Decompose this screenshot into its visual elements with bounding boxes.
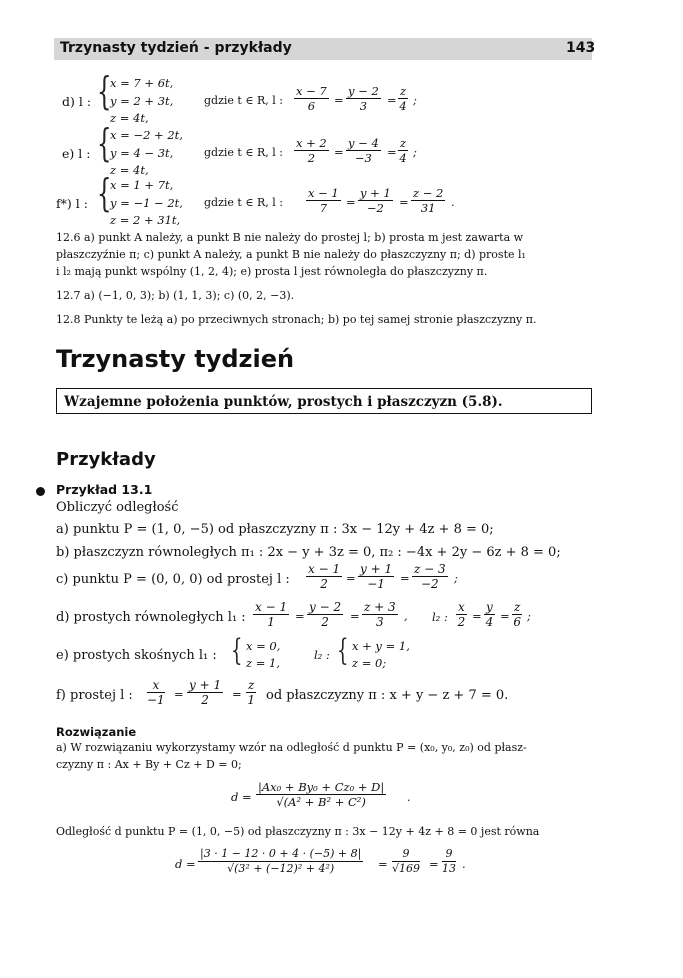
answer-f-label: f*) l : xyxy=(56,196,88,211)
calc-fraction-1: $\frac{|3 \cdot 1 - 12 \cdot 0 + 4 \cdot (-5) + 8|}{\text{√(3² + (−12)² + 4²)}}$ xyxy=(200,847,362,875)
solution-line-1: a) W rozwiązaniu wykorzystamy wzór na odległość d punktu P = (x₀, y₀, z₀) od płasz- xyxy=(56,741,527,754)
equals-sign: = xyxy=(472,609,482,623)
equals-sign: = xyxy=(174,687,184,701)
equals-sign: = xyxy=(500,609,510,623)
answer-d-y: y = 2 + 3t, xyxy=(110,94,174,108)
answer-f-frac-2: $\frac{y + 1}{-2}$ xyxy=(360,186,391,215)
answer-f-mid: gdzie t ∈ R, l : xyxy=(204,196,283,209)
calc-eq-1: = xyxy=(378,857,388,871)
equals-sign: = xyxy=(346,571,356,585)
answer-d-label: d) l : xyxy=(62,94,92,109)
task-d-l2: l₂ : xyxy=(432,610,448,624)
solution-line-2: czyzny π : Ax + By + Cz + D = 0; xyxy=(56,758,242,771)
answer-d-x: x = 7 + 6t, xyxy=(110,76,174,90)
task-c-frac-3: $\frac{z - 3}{-2}$ xyxy=(414,562,446,591)
task-e-prefix: e) prostych skośnych l₁ : xyxy=(56,648,217,663)
answer-f-x: x = 1 + 7t, xyxy=(110,178,174,192)
equals-sign: = xyxy=(334,145,344,159)
task-c-frac-1: $\frac{x - 1}{2}$ xyxy=(308,562,341,591)
answer-d-brace: { xyxy=(97,69,112,113)
example-intro: Obliczyć odległość xyxy=(56,500,179,515)
answer-f-brace: { xyxy=(97,171,112,215)
task-f-frac-2: $\frac{y + 1}{2}$ xyxy=(189,678,222,707)
answer-e-x: x = −2 + 2t, xyxy=(110,128,183,142)
bullet-icon xyxy=(36,487,45,496)
answer-12-6-line-1: 12.6 a) punkt A należy, a punkt B nie należy do prostej l; b) prosta m jest zawarta w xyxy=(56,231,524,244)
answer-e-frac-2: $\frac{y - 4}{-3}$ xyxy=(348,136,379,165)
task-f-prefix: f) prostej l : xyxy=(56,688,133,703)
equals-sign: = xyxy=(350,609,360,623)
answer-e-frac-3: $\frac{z}{4}$ xyxy=(399,136,407,165)
topic-text: Wzajemne położenia punktów, prostych i płaszczyzn (5.8). xyxy=(64,394,503,410)
task-e-l1-line-2: z = 1, xyxy=(246,656,280,670)
answer-d-mid: gdzie t ∈ R, l : xyxy=(204,94,283,107)
task-d-frac-6: $\frac{z}{6}$ xyxy=(513,600,521,629)
calc-eq-2: = xyxy=(429,857,439,871)
formula-distance: $\frac{\text{|Ax₀ + By₀ + Cz₀ + D|}}{\text{√(A² + B² + C²)}}$ xyxy=(258,780,385,809)
answer-d-frac-3: $\frac{z}{4}$ xyxy=(399,84,407,113)
answer-f-z: z = 2 + 31t, xyxy=(110,213,181,227)
answer-12-6-line-3: i l₂ mają punkt wspólny (1, 2, 4); e) prosta l jest równoległa do płaszczyzny π. xyxy=(56,265,488,278)
answer-12-7: 12.7 a) (−1, 0, 3); b) (1, 1, 3); c) (0, 2, −3). xyxy=(56,289,295,302)
punctuation: ; xyxy=(413,93,417,107)
punctuation: ; xyxy=(413,145,417,159)
task-e-l2-line-1: x + y = 1, xyxy=(352,639,410,653)
punctuation: . xyxy=(407,790,411,804)
punctuation: , xyxy=(404,609,408,623)
answer-e-y: y = 4 − 3t, xyxy=(110,146,174,160)
equals-sign: = xyxy=(399,195,409,209)
equals-sign: = xyxy=(232,687,242,701)
answer-f-frac-1: $\frac{x - 1}{7}$ xyxy=(308,186,339,215)
answer-f-y: y = −1 − 2t, xyxy=(110,196,183,210)
equals-sign: = xyxy=(387,145,397,159)
task-c-prefix: c) punktu P = (0, 0, 0) od prostej l : xyxy=(56,572,290,587)
answer-f-frac-3: $\frac{z - 2}{31}$ xyxy=(413,186,444,215)
page-number: 143 xyxy=(566,40,596,56)
solution-heading: Rozwiązanie xyxy=(56,725,137,739)
punctuation: ; xyxy=(527,609,531,623)
equals-sign: = xyxy=(346,195,356,209)
calc-fraction-3: $\frac{9}{13}$ xyxy=(442,847,456,875)
task-b: b) płaszczyzn równoległych π₁ : 2x − y + 3z = 0, π₂ : −4x + 2y − 6z + 8 = 0; xyxy=(56,545,561,560)
equals-sign: = xyxy=(400,571,410,585)
punctuation: ; xyxy=(454,571,458,585)
task-d-prefix: d) prostych równoległych l₁ : xyxy=(56,610,246,625)
answer-d-frac-1: $\frac{x - 7}{6}$ xyxy=(296,84,327,113)
task-e-l1-line-1: x = 0, xyxy=(246,639,281,653)
task-e-l2: l₂ : xyxy=(314,648,330,662)
section-title: Przykłady xyxy=(56,449,156,470)
task-c-frac-2: $\frac{y + 1}{-1}$ xyxy=(360,562,393,591)
task-d-frac-2: $\frac{y - 2}{2}$ xyxy=(309,600,342,629)
answer-d-z: z = 4t, xyxy=(110,111,149,125)
task-a: a) punktu P = (1, 0, −5) od płaszczyzny π : 3x − 12y + 4z + 8 = 0; xyxy=(56,522,494,537)
task-d-frac-1: $\frac{x - 1}{1}$ xyxy=(255,600,288,629)
task-f-frac-1: $\frac{x}{-1}$ xyxy=(147,678,165,707)
formula-d: d = xyxy=(231,790,252,804)
equals-sign: = xyxy=(334,93,344,107)
running-header-title: Trzynasty tydzień - przykłady xyxy=(60,40,292,56)
answer-d-frac-2: $\frac{y - 2}{3}$ xyxy=(348,84,379,113)
answer-12-8: 12.8 Punkty te leżą a) po przeciwnych stronach; b) po tej samej stronie płaszczyzny π. xyxy=(56,313,537,326)
punctuation: . xyxy=(451,195,455,209)
task-d-frac-3: $\frac{z + 3}{3}$ xyxy=(364,600,396,629)
answer-e-z: z = 4t, xyxy=(110,163,149,177)
answer-e-label: e) l : xyxy=(62,146,91,161)
answer-e-frac-1: $\frac{x + 2}{2}$ xyxy=(296,136,327,165)
task-e-brace-1: { xyxy=(231,633,243,668)
task-f-suffix: od płaszczyzny π : x + y − z + 7 = 0. xyxy=(266,688,509,703)
task-f-frac-3: $\frac{z}{1}$ xyxy=(247,678,255,707)
task-e-brace-2: { xyxy=(337,633,349,668)
answer-e-mid: gdzie t ∈ R, l : xyxy=(204,146,283,159)
equals-sign: = xyxy=(295,609,305,623)
solution-line-3: Odległość d punktu P = (1, 0, −5) od płaszczyzny π : 3x − 12y + 4z + 8 = 0 jest równa xyxy=(56,825,540,838)
task-d-frac-4: $\frac{x}{2}$ xyxy=(457,600,466,629)
example-title: Przykład 13.1 xyxy=(56,482,153,497)
equals-sign: = xyxy=(387,93,397,107)
calc-d: d = xyxy=(175,857,196,871)
answer-e-brace: { xyxy=(97,121,112,165)
punctuation: . xyxy=(462,857,466,871)
task-d-frac-5: $\frac{y}{4}$ xyxy=(485,600,494,629)
task-e-l2-line-2: z = 0; xyxy=(352,656,387,670)
calc-fraction-2: $\frac{9}{√169}$ xyxy=(392,847,421,875)
answer-12-6-line-2: płaszczyźnie π; c) punkt A należy, a punkt B nie należy do płaszczyzny π; d) proste l₁ xyxy=(56,248,526,261)
chapter-title: Trzynasty tydzień xyxy=(56,345,295,373)
